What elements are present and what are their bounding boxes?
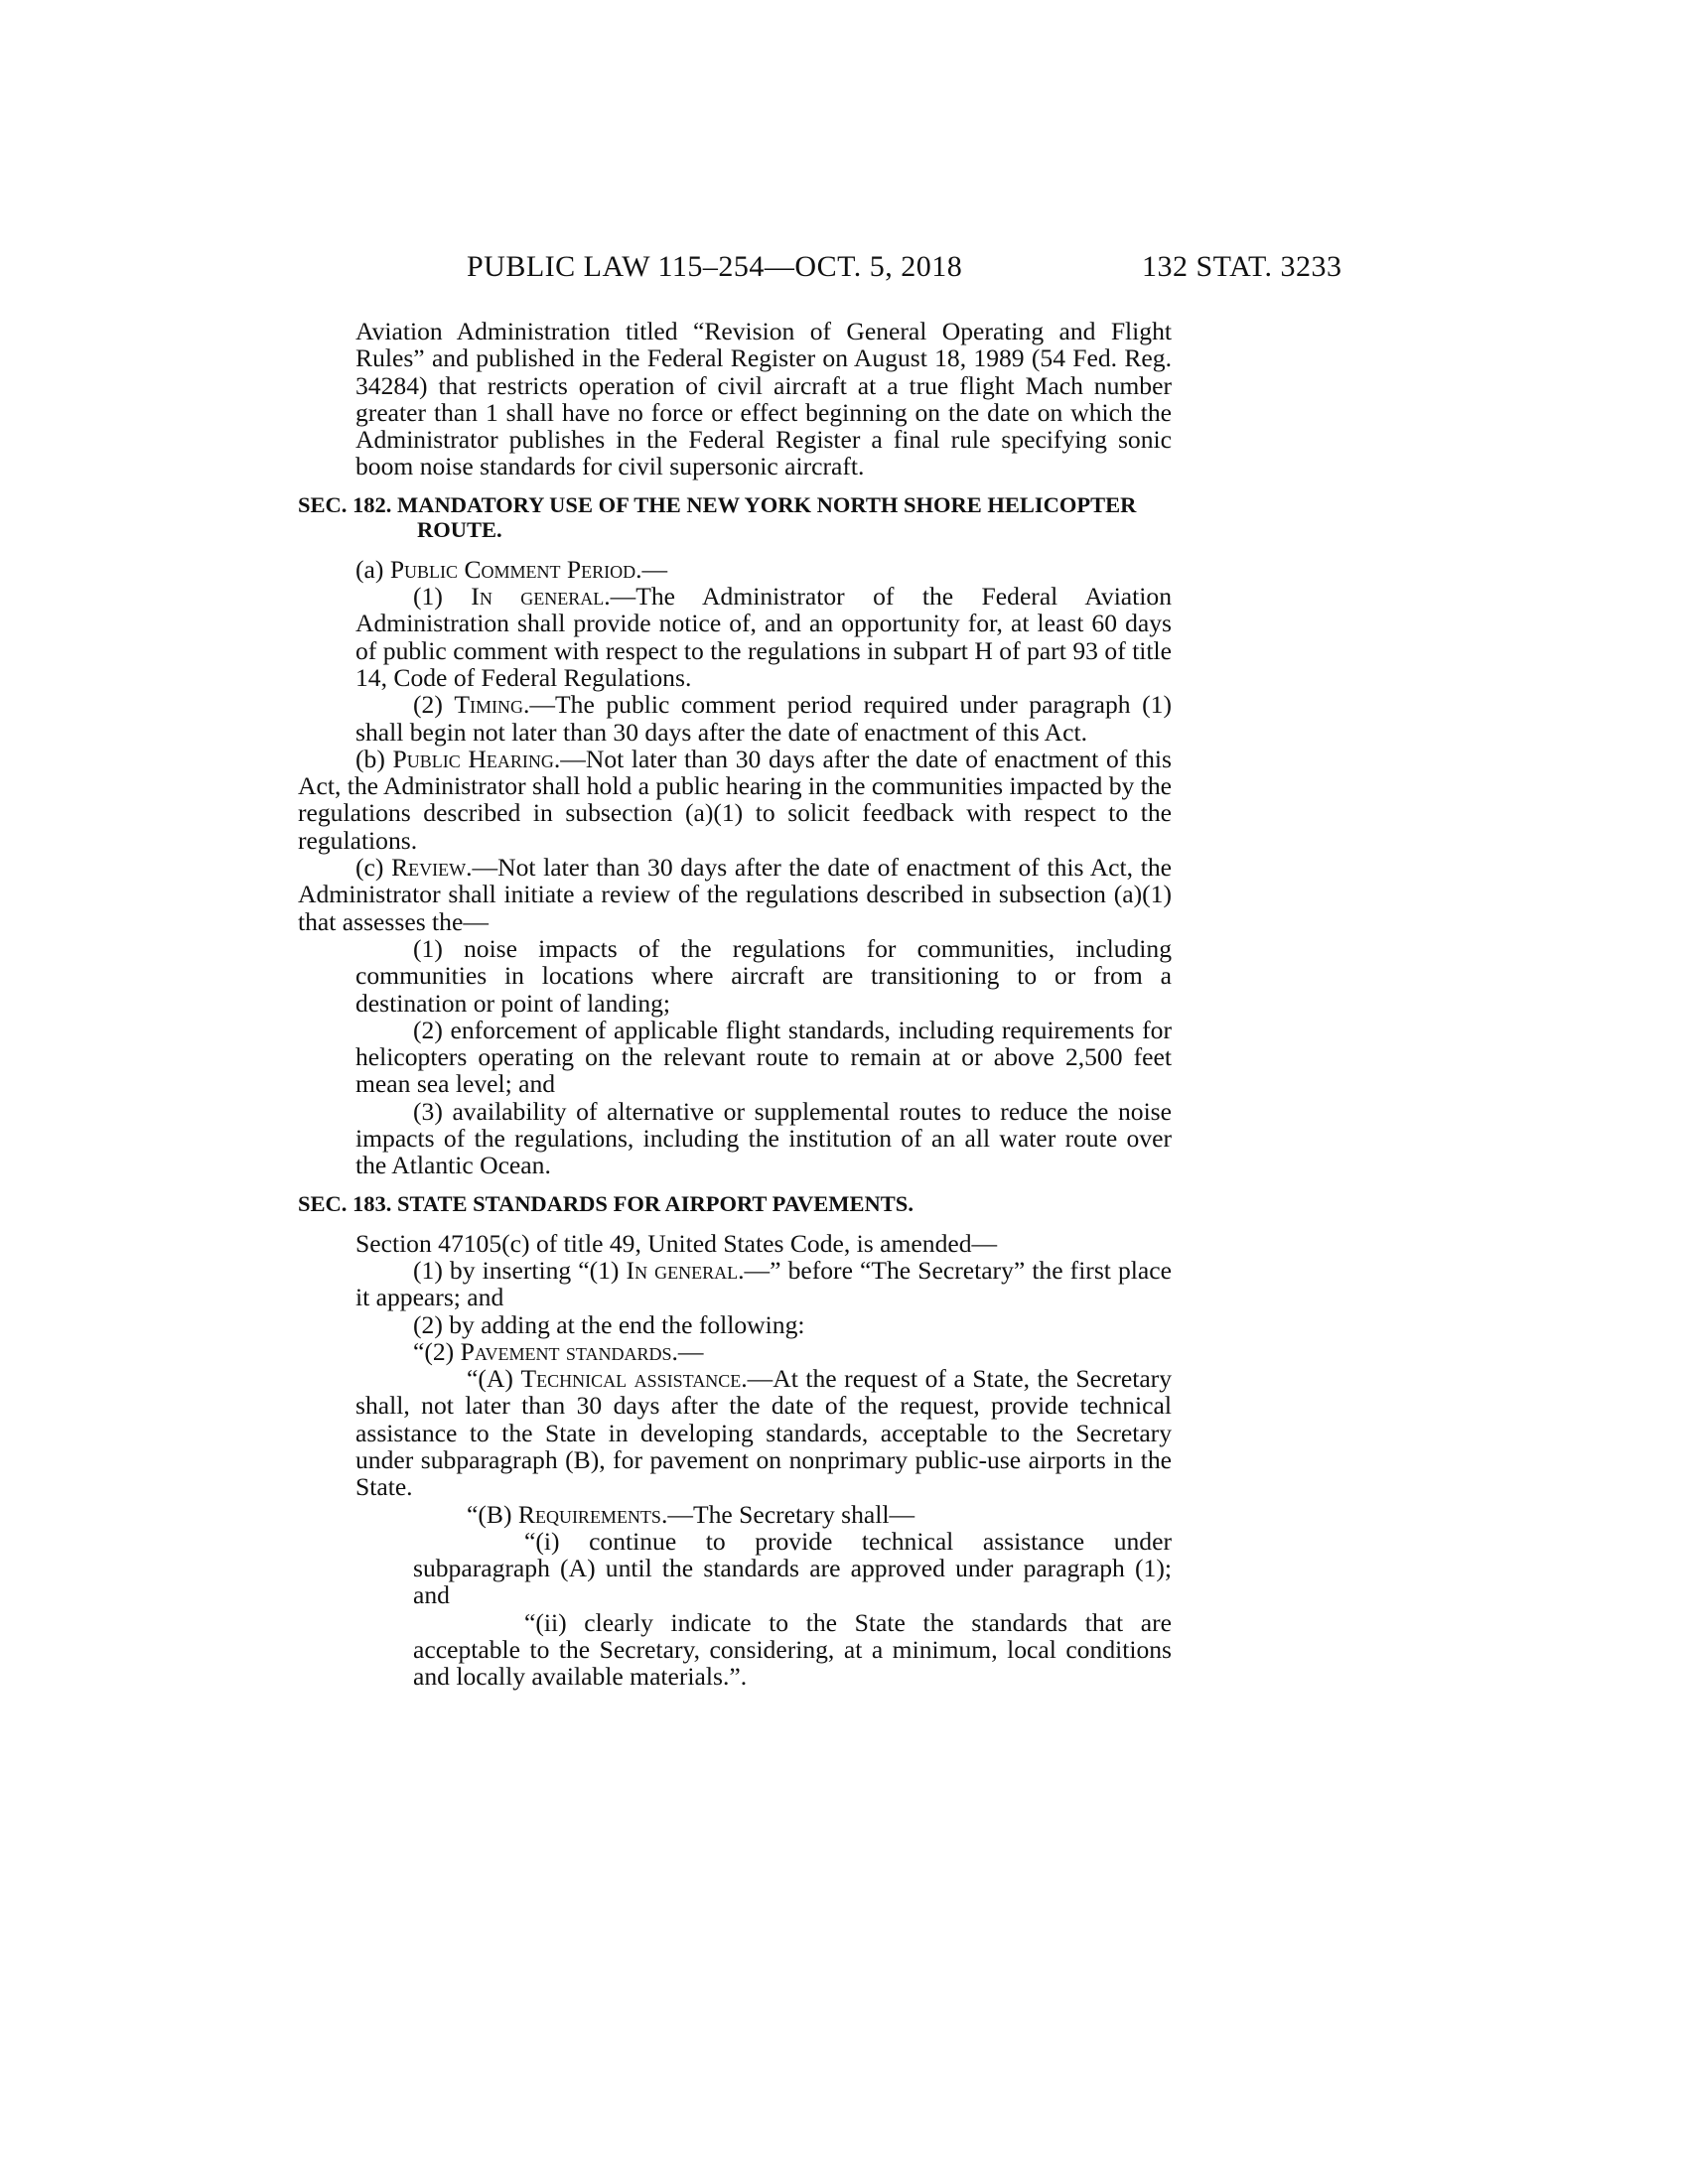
quoted-subparagraph-b xyxy=(298,1501,1172,1528)
section-182-heading: SEC. 182. MANDATORY USE OF THE NEW YORK NORTH SHORE HELICOPTER ROUTE. xyxy=(298,491,1137,542)
amendment-2: (2) by adding at the end the following: xyxy=(413,1309,805,1339)
paragraph-a1-text: .—The Administrator of the Federal Aviation Administration shall provide notice of, and an opportunity for, at least 60 days of public comment with respect to the regulations in subpart H of part 93 of title 14, Code of Federal Regulations. xyxy=(355,582,1172,692)
amendment-1-a: (1) by inserting “(1) xyxy=(413,1255,627,1285)
amendment-1-title: In general xyxy=(626,1255,739,1285)
section-183-heading: SEC. 183. STATE STANDARDS FOR AIRPORT PAVEMENTS. xyxy=(298,1190,914,1216)
quoted-subparagraph-b-text: .—The Secretary shall— xyxy=(660,1499,915,1529)
subsection-c-title: Review xyxy=(391,853,467,883)
quoted-subparagraph-b-title: Requirements xyxy=(517,1499,661,1529)
continuation-paragraph: Aviation Administration titled “Revision of General Operating and Flight Rules” and published in the Federal Register on August 18, 1989 (54 Fed. Reg. 34284) that restricts operation of civil aircraft at a true flight Mach number greater than 1 shall have no force or effect beginning on the date on which the Administrator publishes in the Federal Register a final rule specifying sonic boom noise standards for civil supersonic aircraft. xyxy=(355,317,1172,481)
paragraph-a2-title: Timing xyxy=(454,690,524,720)
amendment-1 xyxy=(298,1257,1172,1311)
quoted-subparagraph-a-text: .—At the request of a State, the Secretary shall, not later than 30 days after the date of the request, provide technical assistance to the State in developing standards, acceptable to the Secretary under subparagraph (B), for pavement on nonprimary public-use airports in the State. xyxy=(355,1364,1172,1502)
quoted-paragraph-2 xyxy=(298,1338,1172,1365)
subsection-b xyxy=(298,746,1172,854)
paragraph-a1-title: In general xyxy=(471,582,605,612)
running-header-page-number: 132 STAT. 3233 xyxy=(1142,250,1342,283)
subsection-a-title: Public Comment Period xyxy=(389,554,636,584)
subsection-b-title: Public Hearing xyxy=(392,744,554,773)
quoted-paragraph-2-dash: .— xyxy=(671,1336,704,1366)
paragraph-a2-label: (2) xyxy=(413,690,455,720)
paragraph-a2 xyxy=(298,691,1172,746)
paragraph-c3: (3) availability of alternative or supplemental routes to reduce the noise impacts of the regulations, including the institution of an all water route over the Atlantic Ocean. xyxy=(355,1096,1172,1180)
subsection-b-label: (b) xyxy=(355,744,393,773)
paragraph-a1-label: (1) xyxy=(413,582,472,612)
subsection-c-label: (c) xyxy=(355,853,392,883)
paragraph-a1 xyxy=(298,583,1172,691)
quoted-paragraph-2-label: “(2) xyxy=(413,1336,461,1366)
section-183-intro: Section 47105(c) of title 49, United States Code, is amended— xyxy=(355,1228,998,1258)
paragraph-c1: (1) noise impacts of the regulations for communities, including communities in locations where aircraft are transitioning to or from a destination or point of landing; xyxy=(355,933,1172,1018)
quoted-clause-ii: “(ii) clearly indicate to the State the standards that are acceptable to the Secretary, considering, at a minimum, local conditions and locally available materials.”. xyxy=(413,1607,1172,1692)
paragraph-a2-text: .—The public comment period required under paragraph (1) shall begin not later than 30 days after the date of enactment of this Act. xyxy=(355,690,1172,747)
quoted-subparagraph-a-title: Technical assistance xyxy=(520,1364,742,1394)
quoted-clause-i: “(i) continue to provide technical assistance under subparagraph (A) until the standards are approved under paragraph (1); and xyxy=(413,1526,1172,1610)
quoted-subparagraph-b-label: “(B) xyxy=(467,1499,518,1529)
document-body xyxy=(298,318,1172,1691)
subsection-c-text: .—Not later than 30 days after the date of enactment of this Act, the Administrator shall initiate a review of the regulations described in subsection (a)(1) that assesses the— xyxy=(298,853,1172,936)
subsection-a xyxy=(298,556,1172,583)
quoted-paragraph-2-title: Pavement standards xyxy=(460,1336,672,1366)
subsection-a-dash: .— xyxy=(635,554,668,584)
quoted-subparagraph-a xyxy=(298,1365,1172,1500)
subsection-a-label: (a) xyxy=(355,554,390,584)
running-header-title: PUBLIC LAW 115–254—OCT. 5, 2018 xyxy=(467,250,963,283)
subsection-c xyxy=(298,854,1172,935)
subsection-b-text: .—Not later than 30 days after the date of enactment of this Act, the Administrator shall hold a public hearing in the communities impacted by the regulations described in subsection (a)(1) to solicit feedback with respect to the regulations. xyxy=(298,744,1173,855)
paragraph-c2: (2) enforcement of applicable flight standards, including requirements for helicopters operating on the relevant route to remain at or above 2,500 feet mean sea level; and xyxy=(355,1015,1172,1099)
quoted-subparagraph-a-label: “(A) xyxy=(467,1364,521,1394)
amendment-1-b: .—” before “The Secretary” the first place it appears; and xyxy=(355,1255,1172,1312)
